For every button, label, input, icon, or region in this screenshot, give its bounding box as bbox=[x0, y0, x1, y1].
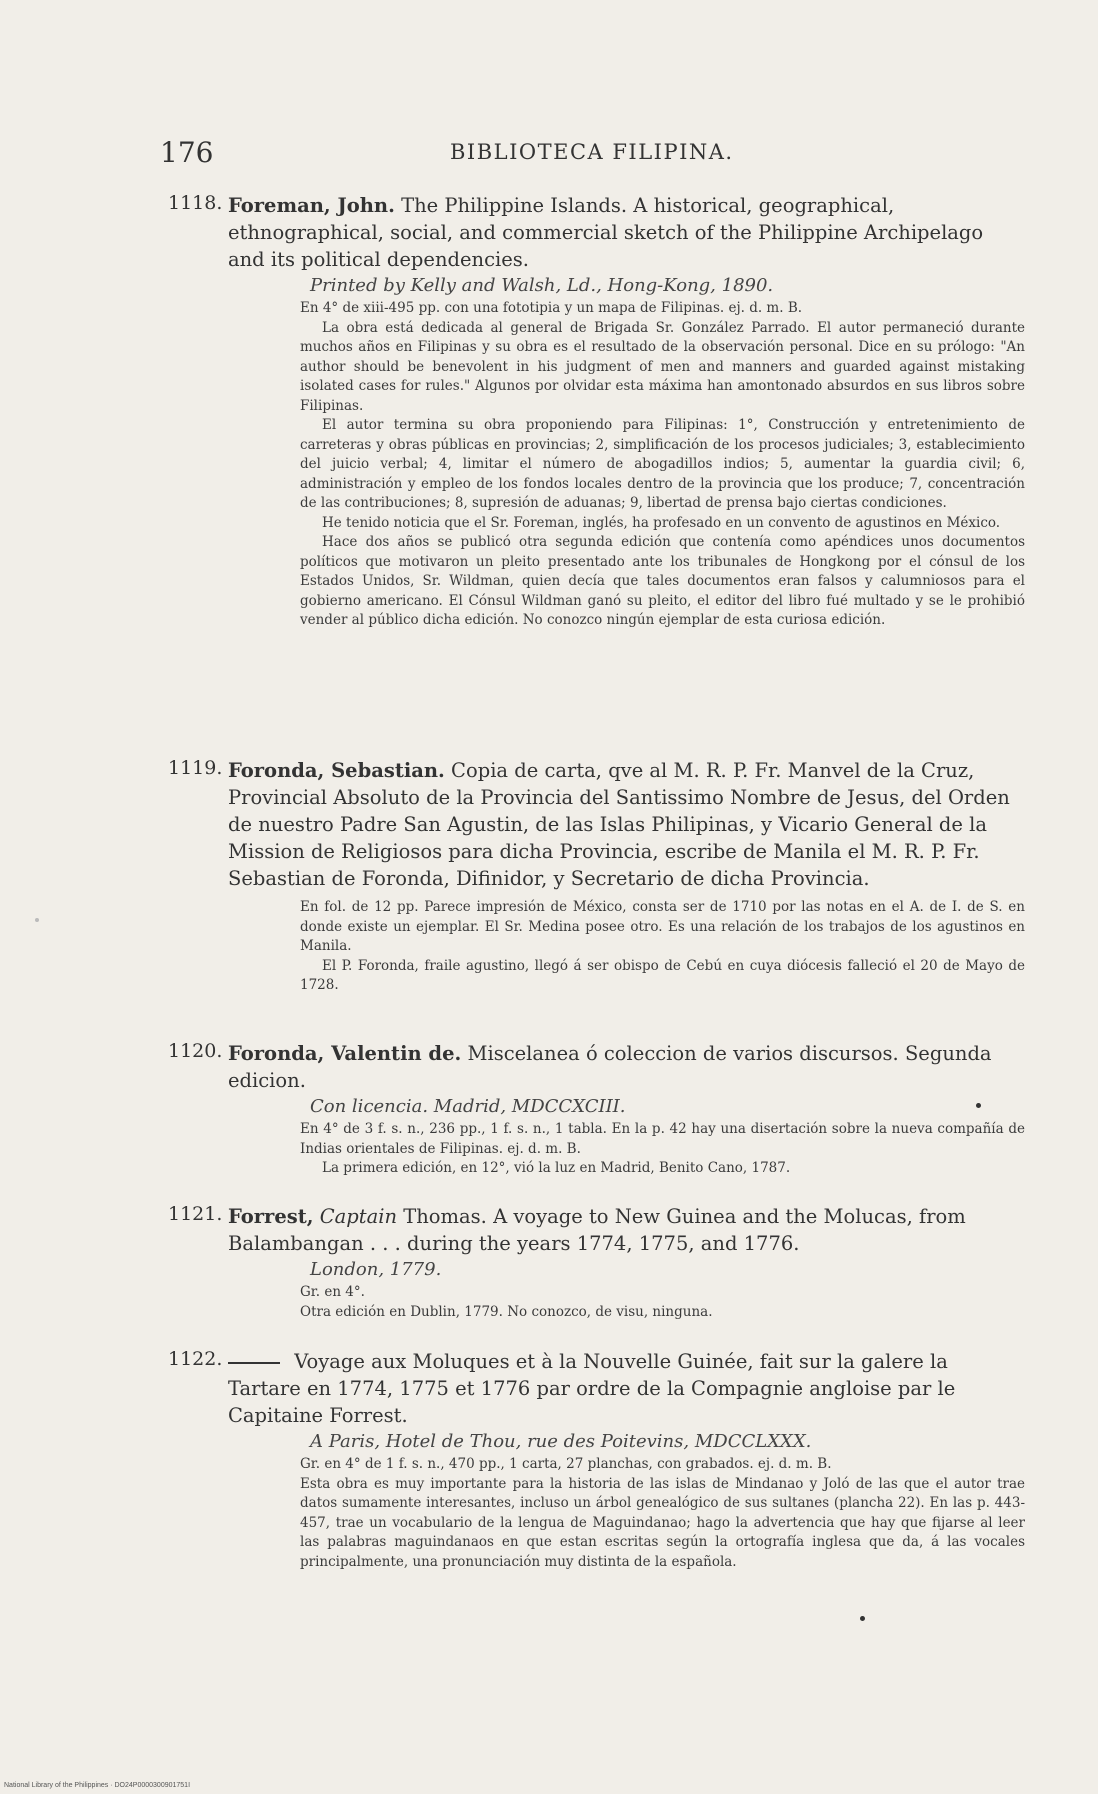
entry-imprint: A Paris, Hotel de Thou, rue des Poitevins, MDCCLXXX. bbox=[310, 1431, 812, 1452]
note-paragraph: En 4° de xiii-495 pp. con una fototipia y un mapa de Filipinas. ej. d. m. B. bbox=[300, 300, 803, 316]
entry-author-title: Captain bbox=[319, 1205, 398, 1228]
note-paragraph: En 4° de 3 f. s. n., 236 pp., 1 f. s. n., 1 tabla. En la p. 42 hay una disertación sobre la nueva compañía de Indias orientales de Filipinas. ej. d. m. B. bbox=[300, 1121, 1025, 1157]
entry-imprint: London, 1779. bbox=[310, 1259, 442, 1280]
entry-notes bbox=[300, 898, 1025, 996]
entry-number: 1121. bbox=[168, 1203, 223, 1225]
note-paragraph: Esta obra es muy importante para la historia de las islas de Mindanao y Joló de las que el autor trae datos sumamente interesantes, incluso un árbol genealógico de sus sultanes (plancha 22). En las p. 443-457, trae un vocabulario de la lengua de Maguindanao; hago la advertencia que hay que fijarse al leer las palabras maguindanaos en que estan escritas según la ortografía inglesa que da, á las vocales principalmente, una pronunciación muy distinta de la española. bbox=[300, 1475, 1025, 1570]
entry-author-rest: Thomas. bbox=[403, 1205, 487, 1228]
note-paragraph: El autor termina su obra proponiendo para Filipinas: 1°, Construcción y entretenimiento de carreteras y obras públicas en provincias; 2, simplificación de los procesos judiciales; 3, establecimiento del juicio verbal; 4, limitar el número de abogadillos indios; 5, aumentar la guardia civil; 6, administración y empleo de los fondos locales dentro de la provincia que los produce; 7, concentración de las contribuciones; 8, supresión de aduanas; 9, libertad de prensa bajo ciertas condiciones. bbox=[300, 417, 1025, 511]
entry-title-text: The Philippine Islands. A historical, geographical, ethnographical, social, and commercial sketch of the Philippine Archipelago and its political dependencies. bbox=[228, 194, 984, 271]
ditto-dash bbox=[228, 1362, 280, 1364]
entry-imprint: Con licencia. Madrid, MDCCXCIII. bbox=[310, 1096, 626, 1117]
entry-title bbox=[228, 1203, 1025, 1257]
entry-1121 bbox=[150, 1203, 1025, 1322]
note-paragraph: Hace dos años se publicó otra segunda edición que contenía como apéndices unos documentos políticos que motivaron un pleito presentado ante los tribunales de Hongkong por el cónsul de los Estados Unidos, Sr. Wildman, quien decía que tales documentos eran falsos y calumniosos para el gobierno americano. El Cónsul Wildman ganó su pleito, el editor del libro fué multado y se le prohibió vender al público dicha edición. No conozco ningún ejemplar de esta curiosa edición. bbox=[300, 534, 1025, 628]
note-paragraph: Gr. en 4°. bbox=[300, 1284, 365, 1300]
running-title: BIBLIOTECA FILIPINA. bbox=[450, 140, 734, 164]
entry-number: 1120. bbox=[168, 1040, 223, 1062]
entry-title bbox=[228, 192, 1025, 273]
entry-notes bbox=[300, 1120, 1025, 1179]
entry-notes bbox=[300, 1283, 1025, 1322]
footer-credit: National Library of the Philippines · DO24P0000300901751I bbox=[4, 1782, 191, 1789]
note-paragraph: La primera edición, en 12°, vió la luz en Madrid, Benito Cano, 1787. bbox=[322, 1160, 791, 1176]
note-paragraph: En fol. de 12 pp. Parece impresión de México, consta ser de 1710 por las notas en el A. de I. de S. en donde existe un ejemplar. El Sr. Medina posee otro. Es una relación de los trabajos de los agustinos en Manila. bbox=[300, 899, 1025, 954]
entry-1119 bbox=[150, 757, 1025, 996]
note-paragraph: Gr. en 4° de 1 f. s. n., 470 pp., 1 carta, 27 planchas, con grabados. ej. d. m. B. bbox=[300, 1456, 832, 1472]
entry-title-text: Voyage aux Moluques et à la Nouvelle Guinée, fait sur la galere la Tartare en 1774, 1775 et 1776 par ordre de la Compagnie angloise par le Capitaine Forrest. bbox=[228, 1350, 956, 1427]
entry-number: 1119. bbox=[168, 757, 223, 779]
margin-mark bbox=[860, 1616, 865, 1621]
entry-title-text: Copia de carta, qve al M. R. P. Fr. Manvel de la Cruz, Provincial Absoluto de la Provincia del Santissimo Nombre de Jesus, del Orden de nuestro Padre San Agustin, de las Islas Philipinas, y Vicario General de la Mission de Religiosos para dicha Provincia, escribe de Manila el M. R. P. Fr. Sebastian de Foronda, Difinidor, y Secretario de dicha Provincia. bbox=[228, 759, 1010, 890]
entry-notes bbox=[300, 299, 1025, 631]
page-number: 176 bbox=[160, 136, 214, 169]
margin-mark bbox=[976, 1103, 981, 1108]
entry-title-text: Miscelanea ó coleccion de varios discursos. Segunda edicion. bbox=[228, 1042, 992, 1092]
entry-title-text: A voyage to New Guinea and the Molucas, from Balambangan . . . during the years 1774, 1775, and 1776. bbox=[228, 1205, 966, 1255]
note-paragraph: Otra edición en Dublin, 1779. No conozco, de visu, ninguna. bbox=[300, 1303, 713, 1320]
entry-title bbox=[228, 1040, 1025, 1094]
note-paragraph: El P. Foronda, fraile agustino, llegó á ser obispo de Cebú en cuya diócesis falleció el 20 de Mayo de 1728. bbox=[300, 957, 1025, 993]
entry-imprint: Printed by Kelly and Walsh, Ld., Hong-Kong, 1890. bbox=[310, 275, 774, 296]
entry-1120 bbox=[150, 1040, 1025, 1179]
entry-number: 1118. bbox=[168, 192, 223, 214]
entry-author: Foronda, Sebastian. bbox=[228, 759, 445, 782]
entry-notes bbox=[300, 1455, 1025, 1572]
entry-title bbox=[228, 757, 1025, 892]
entry-author: Foreman, John. bbox=[228, 194, 395, 217]
entry-author: Foronda, Valentin de. bbox=[228, 1042, 462, 1065]
entry-title bbox=[228, 1348, 1025, 1429]
entry-1122 bbox=[150, 1348, 1025, 1572]
note-paragraph: He tenido noticia que el Sr. Foreman, inglés, ha profesado en un convento de agustinos en México. bbox=[322, 514, 1001, 531]
page-header bbox=[160, 136, 1020, 176]
margin-mark bbox=[35, 918, 39, 922]
entry-number: 1122. bbox=[168, 1348, 223, 1370]
note-paragraph: La obra está dedicada al general de Brigada Sr. González Parrado. El autor permaneció durante muchos años en Filipinas y su obra es el resultado de la observación personal. Dice en su prólogo: "An author should be benevolent in his judgment of men and manners and guarded against mistaking isolated cases for rules." Algunos por olvidar esta máxima han amontonado absurdos en sus libros sobre Filipinas. bbox=[300, 319, 1025, 414]
entry-author: Forrest, bbox=[228, 1205, 314, 1228]
entry-1118 bbox=[150, 192, 1025, 631]
